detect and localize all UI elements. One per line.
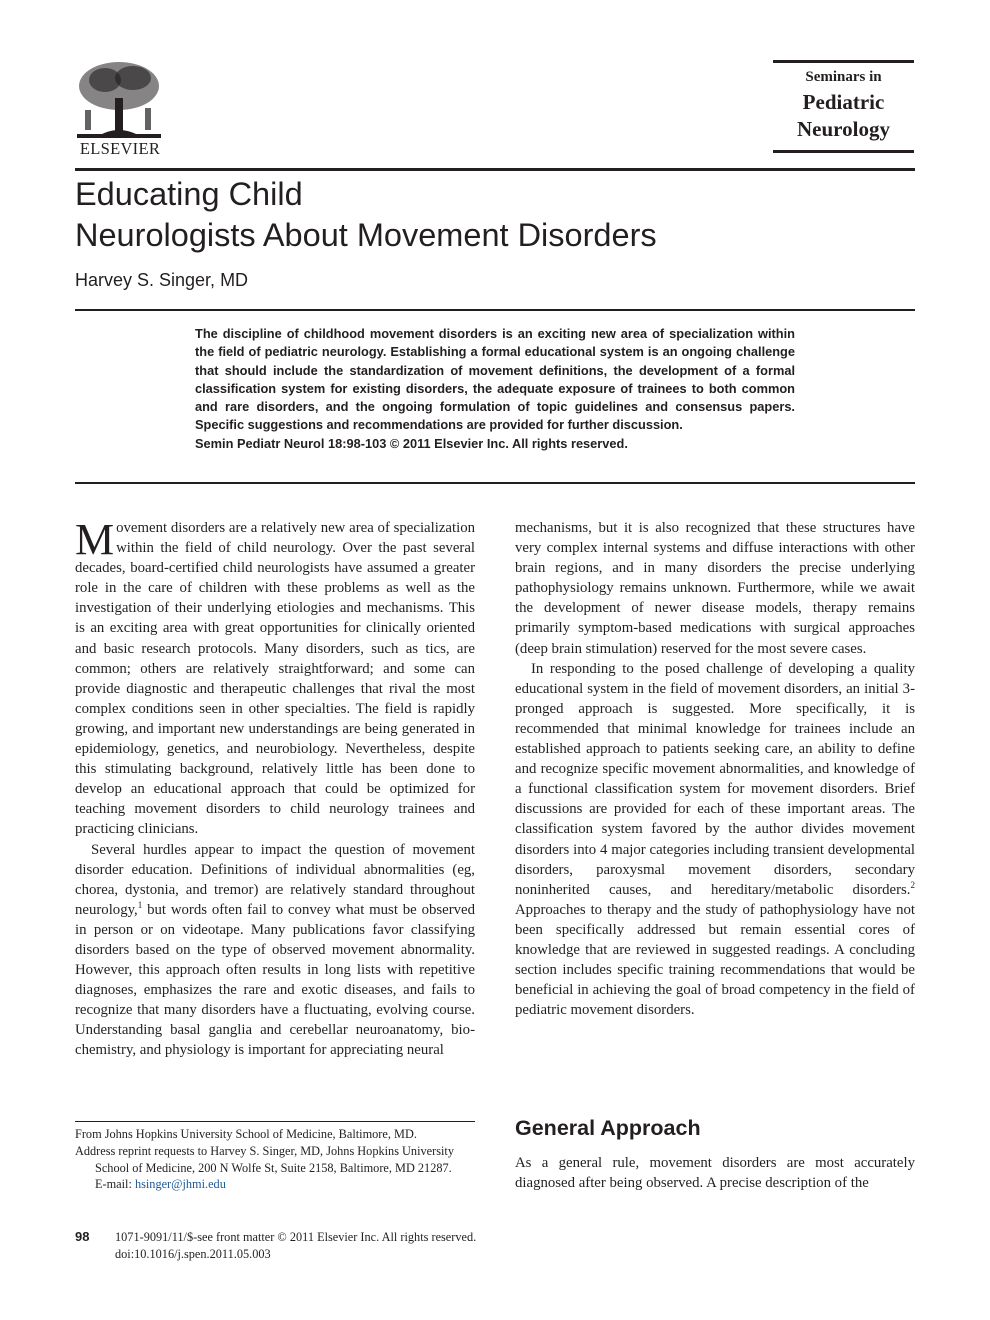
email-label: E-mail: <box>95 1177 135 1192</box>
reprint-address: Address reprint requests to Harvey S. Singer, MD, Johns Hopkins University School of Medicine, 200 N Wolfe St, Suite 2158, Baltimore, MD 21287. <box>75 1143 454 1175</box>
copyright-line: 1071-9091/11/$-see front matter © 2011 Elsevier Inc. All rights reserved. <box>115 1230 477 1244</box>
paragraph-hurdles-continued: mechanisms, but it is also recognized that these structures have very complex internal systems and diffuse interactions with other brain regions, and in many disorders the precise underlying pathophysiology remains unknown. Furthermore, while we await the development of newer disease models, therapy remains primarily symptom-based medications with surgical approaches (deep brain stimulation) reserved for the most severe cases. <box>515 520 915 657</box>
abstract-text: The discipline of childhood movement disorders is an exciting new area of specialization within the field of pediatric neurology. Establishing a formal educational system is an ongoing challenge that should include the standardization of movement definitions, the development of a formal classification system for existing disorders, the adequate exposure of trainees to both common and rare disorders, and the ongoing formulation of topic guidelines and consensus papers. Specific suggestions and recommendations are provided for further discussion. <box>195 326 795 433</box>
journal-rule-top <box>773 60 914 63</box>
paragraph-intro <box>75 515 475 840</box>
footer <box>115 1229 476 1262</box>
article-title <box>75 174 915 256</box>
paragraph-intro-text: ovement disorders are a relatively new area of specialization within the field of child neurology. Over the past several decades, board-certified child neurologists have assumed a greater role in the care of children with these problems as well as the investigation of their underlying etiologies and mechanisms. This is an exciting area with great opportunities for clinically oriented and basic research protocols. Many disorders, such as tics, are common; others are relatively straightforward; and some can provide diagnostic and therapeutic challenges that rival the most complex conditions seen in other specialties. The field is rapidly growing, and important new understandings are being generated in epidemiology, genetics, and neurobiology. Nevertheless, despite this stimulating background, relatively little has been done to develop an educational approach that could be optimized for teaching movement disorders to child neurology trainees and practicing clinicians. <box>75 520 475 838</box>
header-rule <box>75 168 915 171</box>
reference-link-1[interactable]: 1 <box>137 899 143 910</box>
paragraph-general-approach: As a general rule, movement disorders are most accurately diagnosed after being observed. A precise description of the <box>515 1155 915 1192</box>
elsevier-tree-logo <box>75 60 163 140</box>
abstract-rule-bottom <box>75 482 915 484</box>
paragraph-hurdles-text-a: Several hurdles appear to impact the question of movement disorder education. Definitions of individual abnormalities (eg, chorea, dystonia, and tremor) are relatively standard throughout neurology, <box>75 841 475 918</box>
publisher-name: ELSEVIER <box>79 139 161 158</box>
abstract-citation: Semin Pediatr Neurol 18:98-103 © 2011 Elsevier Inc. All rights reserved. <box>195 435 628 451</box>
body-column-right <box>515 518 915 1020</box>
paragraph-approach <box>515 659 915 1021</box>
author-name: Harvey S. Singer, MD <box>75 270 249 290</box>
footnotes <box>75 1126 475 1193</box>
article-title-line1: Educating Child <box>75 176 303 212</box>
body-column-left <box>75 515 475 1061</box>
page-number: 98 <box>75 1229 90 1244</box>
paragraph-approach-text-b: Approaches to therapy and the study of pathophysiology have not been specifically addressed but remain essential cores of knowledge that are reviewed in suggested readings. A concluding section includes specific training recommendations that would be beneficial in achieving the goal of broad competency in the field of pediatric movement disorders. <box>515 901 915 1019</box>
paragraph-hurdles <box>75 840 475 1061</box>
paragraph-hurdles-text-b: but words often fail to convey what must be observed in person or on videotape. Many publications favor classifying disorders based on the type of observed movement abnormality. However, this approach often results in long lists with repetitive diagnoses, emphasizes the rare and exotic diseases, and fails to recognize that many disorders have a fluctuating, evolving course. Understanding basal ganglia and cerebellar neuroanatomy, biochemistry, and physiology is important for appreciating neural <box>75 901 475 1059</box>
reference-link-2[interactable]: 2 <box>910 879 915 890</box>
paragraph-approach-text-a: In responding to the posed challenge of developing a quality educational system in the field of movement disorders, an initial 3-pronged approach is suggested. More specifically, it is recommended that minimal knowledge for trainees include an established approach to patients seeking care, an ability to define and recognize specific movement abnormalities, and knowledge of a functional classification system for movement disorders. Brief discussions are provided for each of these important areas. The classification system favored by the author divides movement disorders into 4 major categories including transient developmental disorders, paroxysmal movement disorders, secondary noninherited causes, and hereditary/metabolic disorders. <box>515 660 915 898</box>
journal-name-line3: Neurology <box>797 117 890 141</box>
affiliation-note: From Johns Hopkins University School of Medicine, Baltimore, MD. <box>75 1127 417 1141</box>
section-heading: General Approach <box>515 1116 701 1140</box>
doi-line[interactable]: doi:10.1016/j.spen.2011.05.003 <box>115 1246 271 1261</box>
article-title-line2: Neurologists About Movement Disorders <box>75 217 657 253</box>
journal-name-line1: Seminars in <box>805 69 882 85</box>
journal-rule-bottom <box>773 150 914 153</box>
email-link[interactable]: hsinger@jhmi.edu <box>134 1177 226 1192</box>
journal-name-line2: Pediatric <box>802 90 885 114</box>
abstract-rule-top <box>75 309 915 311</box>
drop-cap: M <box>75 515 115 564</box>
abstract <box>195 325 795 453</box>
body-column-right-lower <box>515 1153 915 1193</box>
footnote-rule <box>75 1121 475 1122</box>
reprint-note <box>75 1143 475 1193</box>
